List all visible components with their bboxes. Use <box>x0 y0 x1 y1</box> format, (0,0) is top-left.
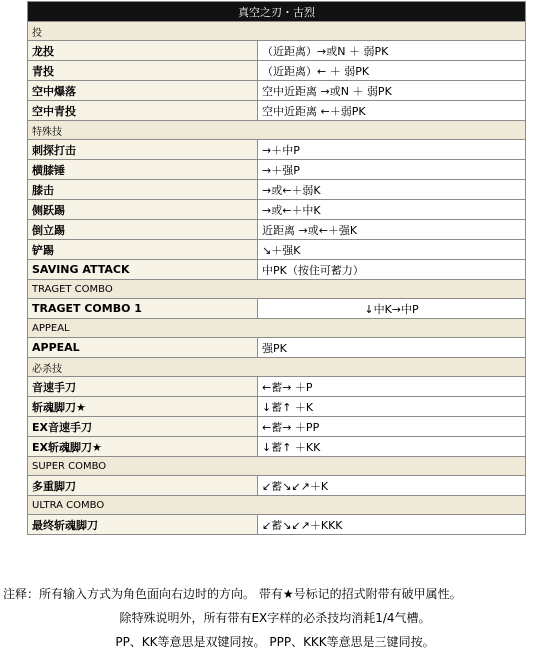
move-input: ←蓄→ ＋PP <box>258 417 526 437</box>
section-header-row <box>28 496 526 515</box>
move-row <box>28 160 526 180</box>
move-row <box>28 338 526 358</box>
move-name: EX音速手刀 <box>28 417 258 437</box>
move-name: EX斩魂脚刀★ <box>28 437 258 457</box>
move-name: 铲踢 <box>28 240 258 260</box>
move-name: 最终斩魂脚刀 <box>28 515 258 535</box>
move-input: 中PK（按住可蓄力） <box>258 260 526 280</box>
move-name: 倒立踢 <box>28 220 258 240</box>
move-row <box>28 220 526 240</box>
move-input: 近距离 →或←＋强K <box>258 220 526 240</box>
move-row <box>28 437 526 457</box>
section-header-row <box>28 358 526 377</box>
move-row <box>28 81 526 101</box>
move-row <box>28 140 526 160</box>
section-header-row <box>28 280 526 299</box>
move-input: →＋强P <box>258 160 526 180</box>
section-label: SUPER COMBO <box>28 457 526 476</box>
move-name: 侧跃踢 <box>28 200 258 220</box>
move-input: （近距离）→或N ＋ 弱PK <box>258 41 526 61</box>
note-line-2: 除特殊说明外，所有带有EX字样的必杀技均消耗1/4气槽。 <box>119 611 431 625</box>
move-input: ↙蓄↘↙↗＋KKK <box>258 515 526 535</box>
section-label: 特殊技 <box>28 121 526 140</box>
move-name: 龙投 <box>28 41 258 61</box>
move-name: 刺探打击 <box>28 140 258 160</box>
move-name: APPEAL <box>28 338 258 358</box>
move-row <box>28 180 526 200</box>
move-input: ↓中K→中P <box>258 299 526 319</box>
move-name: SAVING ATTACK <box>28 260 258 280</box>
section-header-row <box>28 22 526 41</box>
move-row <box>28 397 526 417</box>
move-list-body <box>28 2 526 535</box>
table-title: 真空之刃・古烈 <box>28 2 526 22</box>
move-row <box>28 61 526 81</box>
move-row <box>28 200 526 220</box>
move-row <box>28 101 526 121</box>
move-row <box>28 260 526 280</box>
move-row <box>28 417 526 437</box>
move-row <box>28 377 526 397</box>
section-label: APPEAL <box>28 319 526 338</box>
move-input: ↓蓄↑ ＋KK <box>258 437 526 457</box>
move-row <box>28 240 526 260</box>
title-row <box>28 2 526 22</box>
move-name: 空中青投 <box>28 101 258 121</box>
section-header-row <box>28 319 526 338</box>
move-name: 膝击 <box>28 180 258 200</box>
move-name: 横膝锤 <box>28 160 258 180</box>
section-header-row <box>28 121 526 140</box>
move-input: 空中近距离 →或N ＋ 弱PK <box>258 81 526 101</box>
move-input: ↙蓄↘↙↗＋K <box>258 476 526 496</box>
move-input: 空中近距离 ←＋弱PK <box>258 101 526 121</box>
note-line-1: 注释：所有输入方式为角色面向右边时的方向。 带有★号标记的招式附带有破甲属性。 <box>3 587 462 601</box>
move-row <box>28 41 526 61</box>
move-input: ↘＋强K <box>258 240 526 260</box>
section-label: 投 <box>28 22 526 41</box>
move-input: →＋中P <box>258 140 526 160</box>
move-name: TRAGET COMBO 1 <box>28 299 258 319</box>
move-row <box>28 299 526 319</box>
section-label: 必杀技 <box>28 358 526 377</box>
move-input: ←蓄→ ＋P <box>258 377 526 397</box>
move-list-table-wrapper <box>27 1 525 535</box>
move-list-table <box>27 1 526 535</box>
move-name: 青投 <box>28 61 258 81</box>
move-input: →或←＋中K <box>258 200 526 220</box>
move-input: 强PK <box>258 338 526 358</box>
section-label: ULTRA COMBO <box>28 496 526 515</box>
section-label: TRAGET COMBO <box>28 280 526 299</box>
move-input: （近距离）← ＋ 弱PK <box>258 61 526 81</box>
note-line-3: PP、KK等意思是双键同按。 PPP、KKK等意思是三键同按。 <box>115 635 435 649</box>
move-input: →或←＋弱K <box>258 180 526 200</box>
move-name: 空中爆落 <box>28 81 258 101</box>
move-row <box>28 515 526 535</box>
move-name: 多重脚刀 <box>28 476 258 496</box>
move-row <box>28 476 526 496</box>
move-name: 斩魂脚刀★ <box>28 397 258 417</box>
move-name: 音速手刀 <box>28 377 258 397</box>
move-input: ↓蓄↑ ＋K <box>258 397 526 417</box>
notes <box>0 582 550 654</box>
section-header-row <box>28 457 526 476</box>
